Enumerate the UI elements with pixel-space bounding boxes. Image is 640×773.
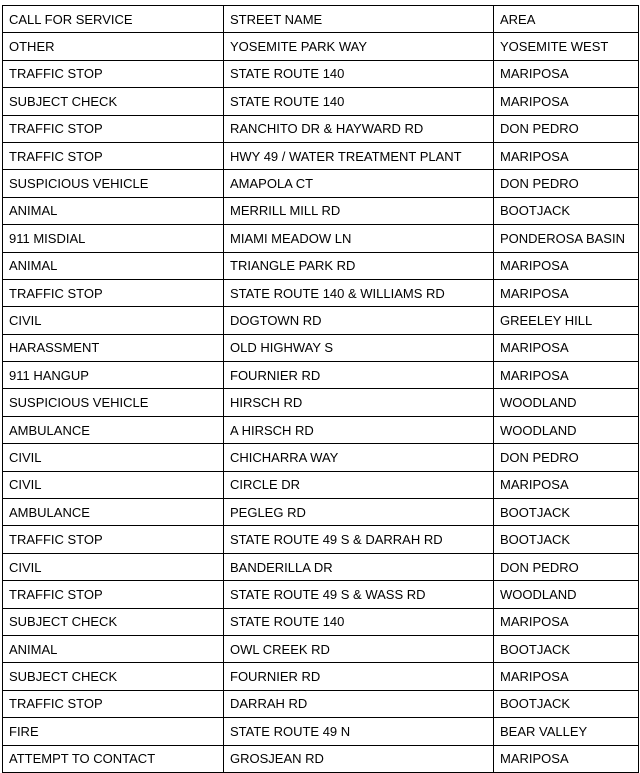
cell-call-type: CIVIL <box>3 471 224 498</box>
cell-street-name: TRIANGLE PARK RD <box>224 252 494 279</box>
cell-call-type: TRAFFIC STOP <box>3 115 224 142</box>
cell-area: WOODLAND <box>494 581 639 608</box>
table-row <box>3 416 639 443</box>
table-row <box>3 362 639 389</box>
cell-area: WOODLAND <box>494 416 639 443</box>
cell-street-name: CHICHARRA WAY <box>224 444 494 471</box>
cell-street-name: BANDERILLA DR <box>224 553 494 580</box>
table-row <box>3 334 639 361</box>
table-row <box>3 499 639 526</box>
cell-call-type: TRAFFIC STOP <box>3 526 224 553</box>
cell-area: DON PEDRO <box>494 170 639 197</box>
cell-area: BEAR VALLEY <box>494 718 639 745</box>
cell-area: BOOTJACK <box>494 499 639 526</box>
table-row <box>3 279 639 306</box>
cell-area: BOOTJACK <box>494 690 639 717</box>
cell-area: BOOTJACK <box>494 197 639 224</box>
cell-call-type: 911 HANGUP <box>3 362 224 389</box>
table-row <box>3 635 639 662</box>
cell-area: MARIPOSA <box>494 88 639 115</box>
cell-area: MARIPOSA <box>494 663 639 690</box>
cell-call-type: SUBJECT CHECK <box>3 608 224 635</box>
cell-area: BOOTJACK <box>494 635 639 662</box>
table-row <box>3 471 639 498</box>
header-call-for-service: CALL FOR SERVICE <box>3 6 224 33</box>
cell-call-type: TRAFFIC STOP <box>3 279 224 306</box>
cell-street-name: MERRILL MILL RD <box>224 197 494 224</box>
cell-street-name: CIRCLE DR <box>224 471 494 498</box>
table-header-row <box>3 6 639 33</box>
table-row <box>3 581 639 608</box>
cell-area: DON PEDRO <box>494 553 639 580</box>
table-row <box>3 225 639 252</box>
cell-call-type: SUBJECT CHECK <box>3 88 224 115</box>
cell-street-name: STATE ROUTE 140 <box>224 88 494 115</box>
cell-call-type: ANIMAL <box>3 635 224 662</box>
cell-street-name: HIRSCH RD <box>224 389 494 416</box>
cell-area: DON PEDRO <box>494 444 639 471</box>
cell-area: MARIPOSA <box>494 279 639 306</box>
cell-street-name: YOSEMITE PARK WAY <box>224 33 494 60</box>
cell-area: MARIPOSA <box>494 745 639 772</box>
table-row <box>3 252 639 279</box>
cell-street-name: AMAPOLA CT <box>224 170 494 197</box>
table-row <box>3 33 639 60</box>
cell-call-type: CIVIL <box>3 444 224 471</box>
cell-area: MARIPOSA <box>494 362 639 389</box>
cell-call-type: ATTEMPT TO CONTACT <box>3 745 224 772</box>
cell-street-name: DOGTOWN RD <box>224 307 494 334</box>
cell-call-type: AMBULANCE <box>3 499 224 526</box>
cell-street-name: A HIRSCH RD <box>224 416 494 443</box>
cell-call-type: TRAFFIC STOP <box>3 581 224 608</box>
cell-area: PONDEROSA BASIN <box>494 225 639 252</box>
table-row <box>3 690 639 717</box>
cell-street-name: FOURNIER RD <box>224 362 494 389</box>
cell-street-name: HWY 49 / WATER TREATMENT PLANT <box>224 142 494 169</box>
cell-street-name: STATE ROUTE 49 S & WASS RD <box>224 581 494 608</box>
cell-street-name: STATE ROUTE 140 <box>224 608 494 635</box>
cell-area: YOSEMITE WEST <box>494 33 639 60</box>
cell-call-type: SUSPICIOUS VEHICLE <box>3 389 224 416</box>
table-row <box>3 170 639 197</box>
table-row <box>3 307 639 334</box>
cell-street-name: STATE ROUTE 140 & WILLIAMS RD <box>224 279 494 306</box>
cell-street-name: STATE ROUTE 49 N <box>224 718 494 745</box>
cell-call-type: SUBJECT CHECK <box>3 663 224 690</box>
table-row <box>3 389 639 416</box>
cell-area: MARIPOSA <box>494 60 639 87</box>
cell-street-name: DARRAH RD <box>224 690 494 717</box>
table-row <box>3 718 639 745</box>
cell-call-type: ANIMAL <box>3 197 224 224</box>
cell-street-name: STATE ROUTE 49 S & DARRAH RD <box>224 526 494 553</box>
cell-street-name: GROSJEAN RD <box>224 745 494 772</box>
cell-street-name: RANCHITO DR & HAYWARD RD <box>224 115 494 142</box>
cell-area: WOODLAND <box>494 389 639 416</box>
cell-area: MARIPOSA <box>494 471 639 498</box>
cell-call-type: 911 MISDIAL <box>3 225 224 252</box>
cell-call-type: SUSPICIOUS VEHICLE <box>3 170 224 197</box>
cell-call-type: HARASSMENT <box>3 334 224 361</box>
cell-street-name: MIAMI MEADOW LN <box>224 225 494 252</box>
cell-street-name: OLD HIGHWAY S <box>224 334 494 361</box>
header-street-name: STREET NAME <box>224 6 494 33</box>
table-row <box>3 553 639 580</box>
cell-call-type: ANIMAL <box>3 252 224 279</box>
cell-area: MARIPOSA <box>494 608 639 635</box>
cell-area: MARIPOSA <box>494 142 639 169</box>
table-row <box>3 608 639 635</box>
cell-call-type: TRAFFIC STOP <box>3 690 224 717</box>
table-row <box>3 526 639 553</box>
cell-call-type: OTHER <box>3 33 224 60</box>
cell-call-type: FIRE <box>3 718 224 745</box>
cell-area: GREELEY HILL <box>494 307 639 334</box>
table-row <box>3 663 639 690</box>
cell-area: BOOTJACK <box>494 526 639 553</box>
table-row <box>3 60 639 87</box>
cell-street-name: PEGLEG RD <box>224 499 494 526</box>
cell-area: MARIPOSA <box>494 252 639 279</box>
table-row <box>3 142 639 169</box>
cell-street-name: OWL CREEK RD <box>224 635 494 662</box>
cell-street-name: FOURNIER RD <box>224 663 494 690</box>
header-area: AREA <box>494 6 639 33</box>
cell-call-type: CIVIL <box>3 307 224 334</box>
cell-area: MARIPOSA <box>494 334 639 361</box>
table-row <box>3 115 639 142</box>
cell-call-type: AMBULANCE <box>3 416 224 443</box>
cell-call-type: CIVIL <box>3 553 224 580</box>
table-row <box>3 444 639 471</box>
cell-street-name: STATE ROUTE 140 <box>224 60 494 87</box>
table-row <box>3 745 639 772</box>
cell-call-type: TRAFFIC STOP <box>3 60 224 87</box>
calls-table <box>2 5 639 773</box>
table-row <box>3 197 639 224</box>
cell-call-type: TRAFFIC STOP <box>3 142 224 169</box>
table-row <box>3 88 639 115</box>
cell-area: DON PEDRO <box>494 115 639 142</box>
